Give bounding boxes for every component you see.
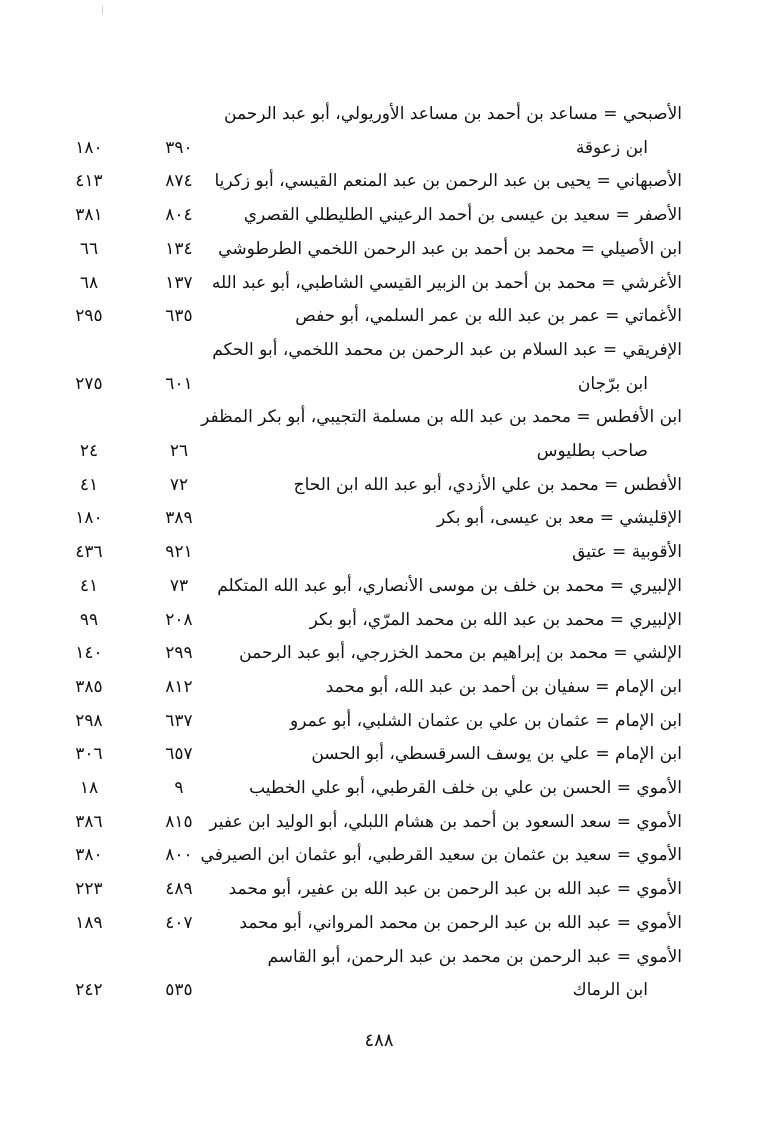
entry-text: الإلشي = محمد بن إبراهيم بن محمد الخزرجي، أبو عبد الرحمن (239, 643, 682, 664)
entry-text: الأموي = عبد الرحمن بن محمد بن عبد الرحمن، أبو القاسم (267, 946, 682, 967)
entry-number: ١٣٤ (165, 238, 193, 259)
entry-number: ٦٣٧ (165, 710, 193, 731)
page-reference: ٣٠٦ (75, 744, 103, 765)
entry-text: الأفطس = محمد بن علي الأزدي، أبو عبد الله ابن الحاج (293, 474, 682, 495)
page-reference: ٣٨٠ (75, 845, 103, 866)
entry-number: ٤٨٩ (165, 879, 193, 900)
entry-number: ١٣٧ (165, 272, 193, 293)
entry-number: ٨١٢ (165, 676, 193, 697)
page-reference: ٦٨ (79, 272, 99, 293)
entry-text: الأموي = عبد الله بن عبد الرحمن بن عبد الله بن عفير، أبو محمد (228, 879, 682, 900)
entry-text-continuation: ابن برّجان (577, 373, 648, 394)
page-reference: ٤١ (79, 474, 99, 495)
entry-text: الأغماتي = عمر بن عبد الله بن عمر السلمي، أبو حفص (295, 306, 682, 327)
entry-number: ٥٣٥ (165, 980, 193, 1001)
entry-number: ٤٠٧ (165, 912, 193, 933)
entry-number: ٢٦ (169, 440, 189, 461)
entry-number: ٨٧٤ (165, 171, 193, 192)
entry-text: الإلبيري = محمد بن عبد الله بن محمد المرّي، أبو بكر (309, 609, 682, 630)
entry-number: ٧٢ (169, 474, 189, 495)
entry-number: ٩٢١ (165, 542, 193, 563)
page-number: ٤٨٨ (364, 1030, 394, 1051)
page-reference: ٤١ (79, 575, 99, 596)
entry-number: ٦٣٥ (165, 306, 193, 327)
entry-text: ابن الإمام = عثمان بن علي بن عثمان الشلبي، أبو عمرو (289, 710, 682, 731)
entry-number: ٦٥٧ (165, 744, 193, 765)
entry-text: الأصبهاني = يحيى بن عبد الرحمن بن عبد المنعم القيسي، أبو زكريا (214, 171, 682, 192)
entry-text-continuation: صاحب بطليوس (536, 440, 648, 461)
entry-text: ابن الأصيلي = محمد بن أحمد بن عبد الرحمن اللخمي الطرطوشي (218, 238, 682, 259)
page-reference: ٩٩ (79, 609, 99, 630)
entry-text: الأصبحي = مساعد بن أحمد بن مساعد الأوريولي، أبو عبد الرحمن (224, 104, 682, 124)
scan-edge-mark (102, 6, 103, 14)
entry-text: الإفريقي = عبد السلام بن عبد الرحمن بن محمد اللخمي، أبو الحكم (212, 339, 682, 360)
entry-text: الأموي = عبد الله بن عبد الرحمن بن محمد المرواني، أبو محمد (239, 912, 682, 933)
entry-number: ٩ (174, 778, 184, 798)
entry-text: الأموي = سعيد بن عثمان بن سعيد القرطبي، أبو عثمان ابن الصيرفي (200, 845, 682, 866)
page-reference: ٢٢٣ (75, 879, 103, 900)
entry-text-continuation: ابن الرماك (572, 980, 648, 1001)
page-reference: ١٨٠ (75, 137, 103, 158)
page-reference: ٢٧٥ (75, 373, 103, 394)
page-reference: ٢٤٢ (75, 980, 103, 1001)
entry-text: الأموي = الحسن بن علي بن خلف القرطبي، أبو علي الخطيب (249, 778, 682, 798)
entry-number: ٣٨٩ (165, 508, 193, 529)
entry-number: ٦٠١ (165, 373, 193, 394)
page-reference: ٣٨٥ (75, 676, 103, 697)
entry-text: الإلبيري = محمد بن خلف بن موسى الأنصاري، أبو عبد الله المتكلم (217, 575, 682, 596)
page-reference: ٣٨٦ (75, 811, 103, 832)
entry-text: ابن الإمام = علي بن يوسف السرقسطي، أبو الحسن (311, 744, 682, 765)
page-reference: ٤١٣ (75, 171, 103, 192)
page-reference: ٤٣٦ (75, 542, 103, 563)
page-reference: ٦٦ (79, 238, 99, 259)
entry-number: ٣٩٠ (165, 137, 193, 158)
entry-text: الأقوبية = عتيق (572, 542, 682, 563)
entry-text: ابن الأفطس = محمد بن عبد الله بن مسلمة التجيبي، أبو بكر المظفر (201, 407, 682, 428)
page-reference: ٣٨١ (75, 205, 103, 226)
entry-text: الأغرشي = محمد بن أحمد بن الزبير القيسي الشاطبي، أبو عبد الله (211, 272, 682, 293)
page-reference: ٢٩٥ (75, 306, 103, 327)
entry-number: ٨٠٠ (165, 845, 193, 866)
page-reference: ٢٤ (79, 440, 99, 461)
page-reference: ١٨٠ (75, 508, 103, 529)
entry-number: ٨٠٤ (165, 205, 193, 226)
entry-number: ٢٠٨ (165, 609, 193, 630)
entry-number: ٨١٥ (165, 811, 193, 832)
page-reference: ١٨ (79, 778, 99, 798)
entry-number: ٧٣ (169, 575, 189, 596)
entry-text: الأموي = سعد السعود بن أحمد بن هشام اللبلي، أبو الوليد ابن عفير (209, 811, 682, 832)
entry-text-continuation: ابن زعوقة (575, 137, 648, 158)
entry-text: الإقليشي = معد بن عيسى، أبو بكر (436, 508, 682, 529)
page-reference: ١٨٩ (75, 912, 103, 933)
page-reference: ١٤٠ (75, 643, 103, 664)
entry-text: الأصفر = سعيد بن عيسى بن أحمد الرعيني الطليطلي القصري (243, 205, 682, 226)
entry-number: ٢٩٩ (165, 643, 193, 664)
entry-text: ابن الإمام = سفيان بن أحمد بن عبد الله، أبو محمد (325, 676, 682, 697)
page-reference: ٢٩٨ (75, 710, 103, 731)
